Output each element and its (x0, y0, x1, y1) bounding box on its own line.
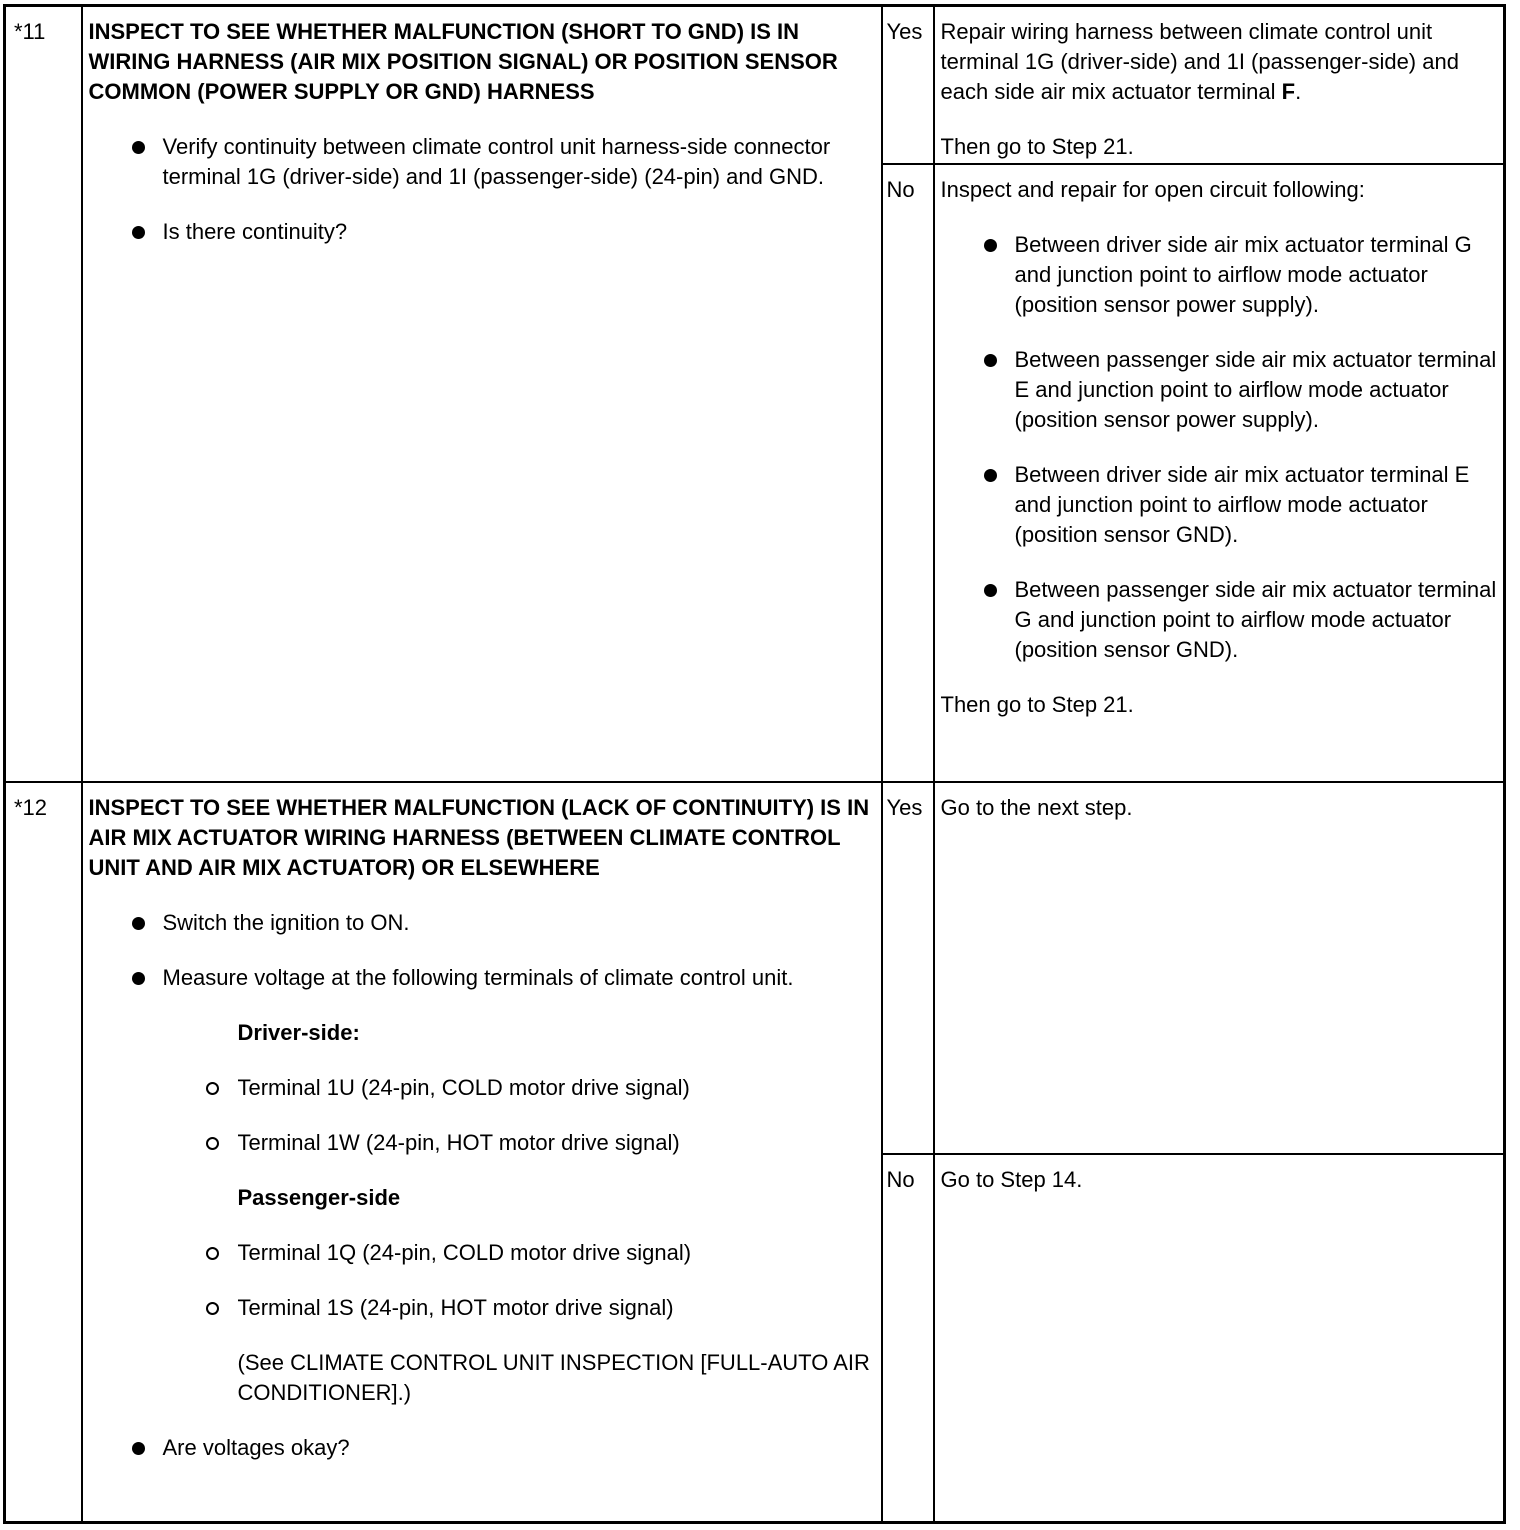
no-action: Go to Step 14. (934, 1154, 1505, 1523)
passenger-side-heading: Passenger-side (237, 1184, 401, 1210)
step-number: *11 (5, 6, 82, 782)
bullet-item: Between passenger side air mix actuator terminal E and junction point to airflow mode actuator (position sensor power supply). (1015, 345, 1500, 435)
yes-action-text (941, 17, 1500, 107)
step-11-row-yes (5, 6, 1505, 164)
yes-action: Go to the next step. (934, 782, 1505, 1154)
driver-side-terminals (89, 1073, 873, 1158)
step-number: *12 (5, 782, 82, 1523)
terminal-label: F (1281, 79, 1296, 104)
bullet-item: Measure voltage at the following terminals of climate control unit. (163, 963, 873, 993)
see-reference-note: (See CLIMATE CONTROL UNIT INSPECTION [FULL-AUTO AIR CONDITIONER].) (237, 1349, 870, 1405)
no-then: Then go to Step 21. (940, 691, 1134, 717)
no-bullets (941, 230, 1500, 665)
yes-action-text-end: . (1295, 79, 1302, 104)
step-inspection (82, 782, 882, 1523)
terminal-item: Terminal 1S (24-pin, HOT motor drive signal) (238, 1293, 873, 1323)
yes-action-text-main: Repair wiring harness between climate control unit terminal 1G (driver-side) and 1I (passenger-side) and each side air mix actuator terminal (940, 19, 1459, 104)
no-label: No (882, 1154, 934, 1523)
bullet-item: Are voltages okay? (163, 1433, 873, 1463)
troubleshooting-table (3, 4, 1506, 1524)
bullet-item: Between driver side air mix actuator terminal E and junction point to airflow mode actuator (position sensor GND). (1015, 460, 1500, 550)
inspection-bullets-final (89, 1433, 873, 1463)
terminal-item: Terminal 1Q (24-pin, COLD motor drive signal) (238, 1238, 873, 1268)
yes-label: Yes (882, 782, 934, 1154)
yes-action (934, 6, 1505, 164)
inspection-bullets (89, 132, 873, 247)
driver-side-heading: Driver-side: (237, 1019, 360, 1045)
bullet-item: Is there continuity? (163, 217, 873, 247)
bullet-item: Switch the ignition to ON. (163, 908, 873, 938)
bullet-item: Between driver side air mix actuator terminal G and junction point to airflow mode actuator (position sensor power supply). (1015, 230, 1500, 320)
step-title: INSPECT TO SEE WHETHER MALFUNCTION (SHORT TO GND) IS IN WIRING HARNESS (AIR MIX POSITION SIGNAL) OR POSITION SENSOR COMMON (POWER SUPPLY OR GND) HARNESS (88, 19, 838, 104)
inspection-bullets (89, 908, 873, 993)
bullet-item: Between passenger side air mix actuator terminal G and junction point to airflow mode actuator (position sensor GND). (1015, 575, 1500, 665)
yes-then: Then go to Step 21. (940, 134, 1134, 159)
terminal-item: Terminal 1W (24-pin, HOT motor drive signal) (238, 1128, 873, 1158)
bullet-item: Verify continuity between climate control unit harness-side connector terminal 1G (driver-side) and 1I (passenger-side) (24-pin) and GND. (163, 132, 873, 192)
step-inspection (82, 6, 882, 782)
no-intro: Inspect and repair for open circuit following: (940, 176, 1365, 202)
step-12-row-yes (5, 782, 1505, 1154)
terminal-item: Terminal 1U (24-pin, COLD motor drive signal) (238, 1073, 873, 1103)
no-action (934, 164, 1505, 782)
yes-label: Yes (882, 6, 934, 164)
passenger-side-terminals (89, 1238, 873, 1323)
no-label: No (882, 164, 934, 782)
step-title: INSPECT TO SEE WHETHER MALFUNCTION (LACK OF CONTINUITY) IS IN AIR MIX ACTUATOR WIRING HARNESS (BETWEEN CLIMATE CONTROL UNIT AND AIR MIX ACTUATOR) OR ELSEWHERE (88, 794, 870, 880)
